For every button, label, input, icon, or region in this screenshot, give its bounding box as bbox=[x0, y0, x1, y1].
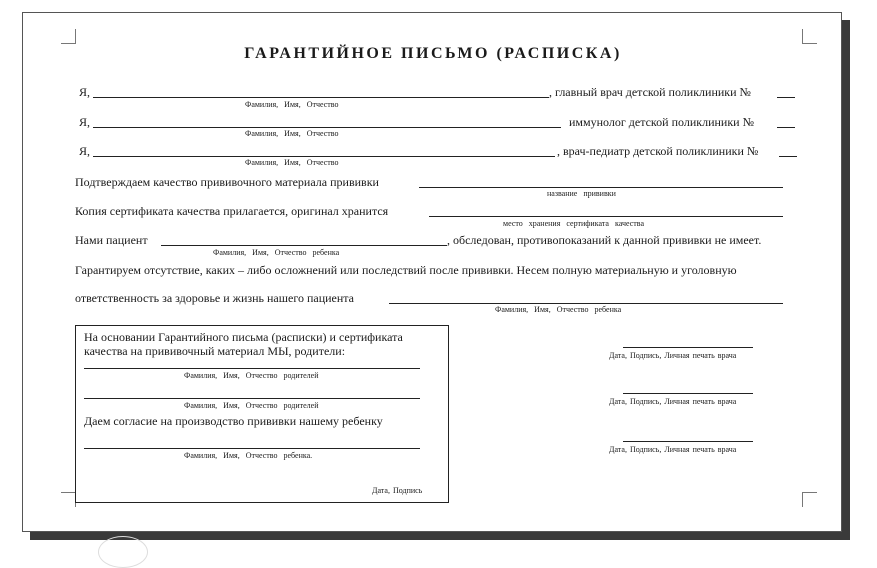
child-line bbox=[84, 448, 420, 449]
doctor-3-prefix: Я, bbox=[79, 144, 91, 158]
crop-mark bbox=[61, 492, 76, 507]
doctor-sign-caption-1: Дата, Подпись, Личная печать врача bbox=[609, 351, 737, 360]
doctor-1-name-line bbox=[93, 97, 549, 98]
certificate-caption: место хранения сертификата качества bbox=[503, 219, 645, 228]
doctor-3-name-line bbox=[93, 156, 555, 157]
patient-caption: Фамилия, Имя, Отчество ребенка bbox=[213, 248, 340, 257]
doctor-1-prefix: Я, bbox=[79, 85, 91, 99]
quality-label: Подтверждаем качество прививочного материала прививки bbox=[75, 175, 379, 189]
parent-1-line bbox=[84, 368, 420, 369]
doctor-1-number-line bbox=[777, 97, 795, 98]
crop-mark bbox=[802, 29, 817, 44]
crop-mark bbox=[802, 492, 817, 507]
parent-2-caption: Фамилия, Имя, Отчество родителей bbox=[184, 401, 319, 410]
doctor-sign-line-2 bbox=[623, 393, 753, 394]
parents-consent-box bbox=[75, 325, 449, 503]
crop-mark bbox=[61, 29, 76, 44]
document-sheet bbox=[22, 12, 842, 532]
doctor-sign-line-3 bbox=[623, 441, 753, 442]
doctor-2-prefix: Я, bbox=[79, 115, 91, 129]
guarantee-line-2: ответственность за здоровье и жизнь нашего пациента bbox=[75, 291, 354, 305]
certificate-label: Копия сертификата качества прилагается, оригинал хранится bbox=[75, 204, 389, 218]
doctor-2-number-line bbox=[777, 127, 795, 128]
guarantee-line-1: Гарантируем отсутствие, каких – либо осложнений или последствий после прививки. Несем полную материальную и уголовную bbox=[75, 263, 737, 277]
quality-caption: название прививки bbox=[547, 189, 616, 198]
box-line-1: На основании Гарантийного письма (расписки) и сертификата bbox=[84, 330, 403, 344]
document-title: ГАРАНТИЙНОЕ ПИСЬМО (РАСПИСКА) bbox=[244, 45, 622, 62]
doctor-3-number-line bbox=[779, 156, 797, 157]
parent-2-line bbox=[84, 398, 420, 399]
doctor-sign-caption-3: Дата, Подпись, Личная печать врача bbox=[609, 445, 737, 454]
guarantee-line bbox=[389, 303, 783, 304]
doctor-2-role: иммунолог детской поликлиники № bbox=[569, 115, 755, 129]
doctor-sign-line-1 bbox=[623, 347, 753, 348]
patient-line bbox=[161, 245, 447, 246]
child-caption: Фамилия, Имя, Отчество ребенка. bbox=[184, 451, 313, 460]
doctor-3-caption: Фамилия, Имя, Отчество bbox=[245, 158, 339, 167]
doctor-1-caption: Фамилия, Имя, Отчество bbox=[245, 100, 339, 109]
box-sign-caption: Дата, Подпись bbox=[372, 486, 423, 495]
doctor-2-caption: Фамилия, Имя, Отчество bbox=[245, 129, 339, 138]
doctor-3-role: , врач-педиатр детской поликлиники № bbox=[557, 144, 759, 158]
box-line-2: качества на прививочный материал МЫ, родители: bbox=[84, 344, 346, 358]
patient-prefix: Нами пациент bbox=[75, 233, 148, 247]
consent-text: Даем согласие на производство прививки нашему ребенку bbox=[84, 414, 383, 428]
certificate-line bbox=[429, 216, 783, 217]
doctor-1-role: , главный врач детской поликлиники № bbox=[549, 85, 751, 99]
doctor-2-name-line bbox=[93, 127, 561, 128]
guarantee-caption: Фамилия, Имя, Отчество ребенка bbox=[495, 305, 622, 314]
watermark bbox=[98, 536, 148, 568]
parent-1-caption: Фамилия, Имя, Отчество родителей bbox=[184, 371, 319, 380]
quality-line bbox=[419, 187, 783, 188]
patient-suffix: , обследован, противопоказаний к данной прививки не имеет. bbox=[447, 233, 762, 247]
doctor-sign-caption-2: Дата, Подпись, Личная печать врача bbox=[609, 397, 737, 406]
